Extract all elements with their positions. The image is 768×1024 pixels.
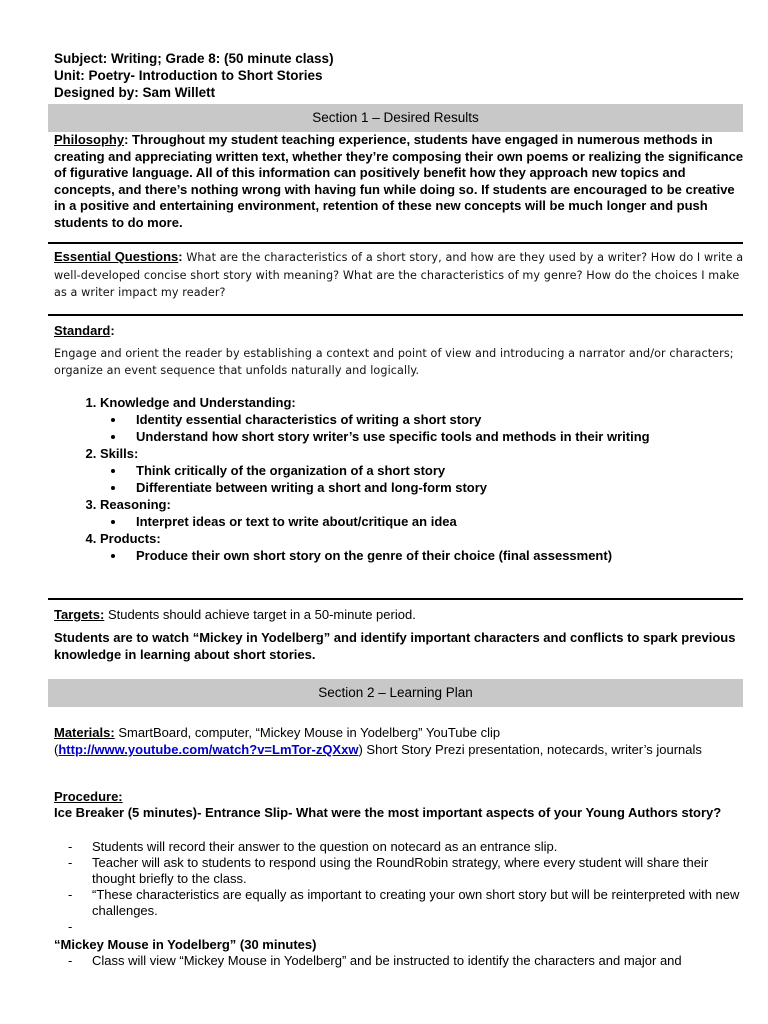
outcome-bullet: • Understand how short story writer’s use specific tools and methods in their writing	[126, 428, 760, 445]
essential-label: Essential Questions	[54, 249, 179, 264]
outcome-bullet: • Interpret ideas or text to write about/critique an idea	[126, 513, 760, 530]
standard-label: Standard	[54, 323, 111, 338]
list-item: - Teacher will ask to students to respond using the RoundRobin strategy, where every student will share their thought briefly to the class.	[54, 855, 744, 887]
icebreaker-list-wrap	[54, 839, 744, 935]
standard-colon: :	[110, 323, 115, 338]
outcome-bullet: • Produce their own short story on the genre of their choice (final assessment)	[126, 547, 760, 564]
mickey-list	[54, 953, 744, 969]
mickey-list-wrap	[54, 953, 744, 969]
targets-bold-text: Students are to watch “Mickey in Yodelberg” and identify important characters and conflicts to spark previous knowledge in learning about short stories.	[54, 630, 736, 662]
outcomes-list	[54, 394, 760, 564]
materials-paragraph	[54, 724, 744, 758]
materials-text: SmartBoard, computer, “Mickey Mouse in Yodelberg” YouTube clip	[114, 725, 501, 740]
standard-text: Engage and orient the reader by establishing a context and point of view and introducing a narrator and/or characters; organize an event sequence that unfolds naturally and logically.	[54, 347, 734, 377]
standard-heading	[54, 323, 744, 340]
philosophy-label: Philosophy	[54, 132, 125, 147]
list-item: - Students will record their answer to the question on notecard as an entrance slip.	[54, 839, 744, 855]
divider	[48, 598, 743, 600]
materials-text-2: ) Short Story Prezi presentation, notecards, writer’s journals	[358, 742, 702, 757]
outcome-bullet: • Think critically of the organization of a short story	[126, 462, 760, 479]
targets-label: Targets:	[54, 607, 105, 622]
outcome-item: 4. Products: • Produce their own short story on the genre of their choice (final assessment)	[100, 530, 760, 564]
unit-line: Unit: Poetry- Introduction to Short Stories	[54, 68, 323, 83]
list-item	[54, 919, 744, 935]
outcome-bullet: • Identity essential characteristics of writing a short story	[126, 411, 760, 428]
divider	[48, 314, 743, 316]
outcome-item: 3. Reasoning: • Interpret ideas or text to write about/critique an idea	[100, 496, 760, 530]
essential-colon: :	[178, 249, 183, 264]
outcome-bullet: • Differentiate between writing a short and long-form story	[126, 479, 760, 496]
philosophy-text: : Throughout my student teaching experience, students have engaged in numerous methods in creating and appreciating written text, whether they’re composing their own poems or realizing the significance of figurative language. All of this information can positively benefit how they approach new topics and concepts, and there’s nothing wrong with having fun while doing so. If students are encouraged to be creative in a positive and entertaining environment, retention of these new concepts will be much longer and push students to do more.	[54, 132, 744, 230]
essential-questions	[54, 249, 744, 302]
icebreaker-list	[54, 839, 744, 935]
essential-text: What are the characteristics of a short story, and how are they used by a writer? How do I write a well-developed concise short story with meaning? What are the characteristics of my genre? How do the choices I make as a writer impact my reader?	[54, 251, 744, 299]
youtube-link[interactable]: http://www.youtube.com/watch?v=LmTor-zQXxw	[58, 742, 359, 757]
divider	[48, 242, 743, 244]
targets-line	[54, 607, 744, 624]
section1-header: Section 1 – Desired Results	[48, 104, 743, 132]
list-item: - “These characteristics are equally as important to creating your own short story but will be reinterpreted with new challenges.	[54, 887, 744, 919]
subject-line: Subject: Writing; Grade 8: (50 minute class)	[54, 51, 334, 66]
designer-line: Designed by: Sam Willett	[54, 85, 216, 100]
materials-paren: (	[54, 742, 59, 757]
philosophy-paragraph	[54, 132, 744, 231]
procedure-label: Procedure:	[54, 789, 123, 804]
mickey-title: “Mickey Mouse in Yodelberg” (30 minutes)	[54, 937, 317, 952]
materials-label: Materials:	[54, 725, 115, 740]
list-item: - Class will view “Mickey Mouse in Yodelberg” and be instructed to identify the characters and major and	[54, 953, 744, 969]
targets-text: Students should achieve target in a 50-minute period.	[104, 607, 416, 622]
icebreaker-title: Ice Breaker (5 minutes)- Entrance Slip- What were the most important aspects of your Young Authors story?	[54, 805, 722, 820]
outcome-item: 1. Knowledge and Understanding: • Identity essential characteristics of writing a short story • Understand how short story writer’s use specific tools and methods in their writing	[100, 394, 760, 445]
outcome-item: 2. Skills: • Think critically of the organization of a short story • Differentiate between writing a short and long-form story	[100, 445, 760, 496]
section2-header: Section 2 – Learning Plan	[48, 679, 743, 707]
